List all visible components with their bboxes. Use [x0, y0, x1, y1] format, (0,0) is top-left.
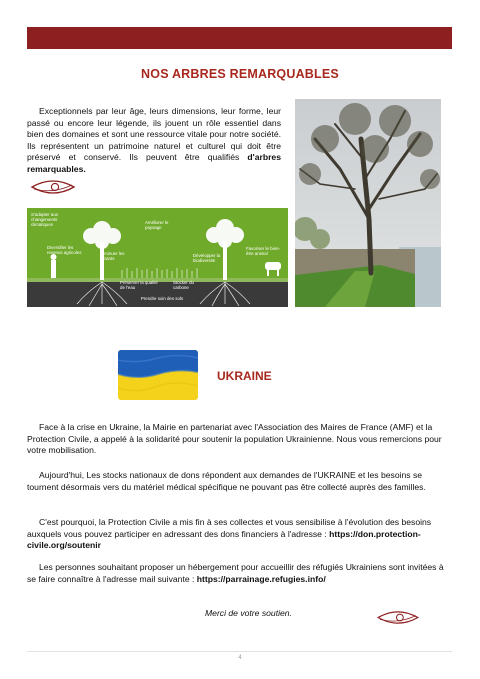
intro-paragraph — [27, 106, 281, 176]
label-preserver: Préserver la qualité de l'eau — [120, 280, 158, 290]
donation-link[interactable]: https://don.protection-civile.org/soutenir — [27, 528, 421, 551]
p1-text: Face à la crise en Ukraine, la Mairie en partenariat avec l'Association des Maires de France (AMF) et la Protection Civile, a appelé à la solidarité pour soutenir la population Ukrainienne. Nous vous remercions pour votre mobilisation. — [27, 422, 442, 456]
ukraine-paragraph-1 — [27, 422, 452, 457]
label-diversifier: Diversifier les revenus agricoles — [47, 245, 82, 255]
remarkable-tree-photo — [295, 99, 441, 307]
intro-bold: d'arbres remarquables. — [27, 152, 281, 174]
p2-text: Aujourd'hui, Les stocks nationaux de dons répondent aux demandes de l'UKRAINE et les besoins se tournent désormais vers du matériel médical spécifique ne pouvant pas être collecté auprès des familles. — [27, 470, 426, 492]
eye-ornament-icon — [376, 609, 420, 626]
footer-divider — [27, 651, 452, 652]
label-ameliorer: Améliorer le paysage — [145, 220, 169, 230]
ukraine-flag — [118, 350, 198, 400]
p4-text: Les personnes souhaitant proposer un hébergement pour accueillir des réfugiés Ukrainiens sont invitées à se faire connaître à l'adresse mail suivante : — [27, 562, 444, 584]
page-number: 4 — [238, 655, 242, 661]
header-band — [27, 27, 452, 49]
label-developper: Développer la biodiversité — [193, 253, 221, 263]
ukraine-title: UKRAINE — [217, 369, 272, 383]
ukraine-paragraph-2 — [27, 470, 452, 493]
section-title: NOS ARBRES REMARQUABLES — [141, 67, 339, 81]
label-adapt: S'adapter aux changements climatiques — [31, 212, 58, 227]
label-sols: Prendre soin des sols — [140, 296, 184, 301]
agroforestry-infographic — [27, 208, 288, 307]
refugee-link[interactable]: https://parrainage.refugies.info/ — [196, 573, 326, 584]
thanks-text: Merci de votre soutien. — [205, 608, 292, 618]
ukraine-paragraph-4 — [27, 562, 452, 585]
p3-text: C'est pourquoi, la Protection Civile a mis fin à ses collectes et vous sensibilise à l'évolution des besoins auxquels vous pouvez participer en adressant des dons financiers à l'adresse : — [27, 517, 432, 539]
ukraine-paragraph-3 — [27, 517, 452, 552]
intro-text: Exceptionnels par leur âge, leurs dimensions, leur forme, leur passé ou encore leur légende, ils jouent un rôle essentiel dans bien des domaines et sont une ressource vitale pour notre société. Ils représentent un patrimoine naturel et culturel qui doit être préservé et conservé. Ils peuvent être qualifiés — [27, 106, 281, 163]
label-favoriser: Favoriser le bien-être animal — [246, 246, 280, 256]
label-diminuer: Diminuer les intrants — [100, 251, 125, 261]
label-stocker: Stocker du carbone — [173, 280, 194, 290]
eye-ornament-icon — [30, 178, 76, 196]
